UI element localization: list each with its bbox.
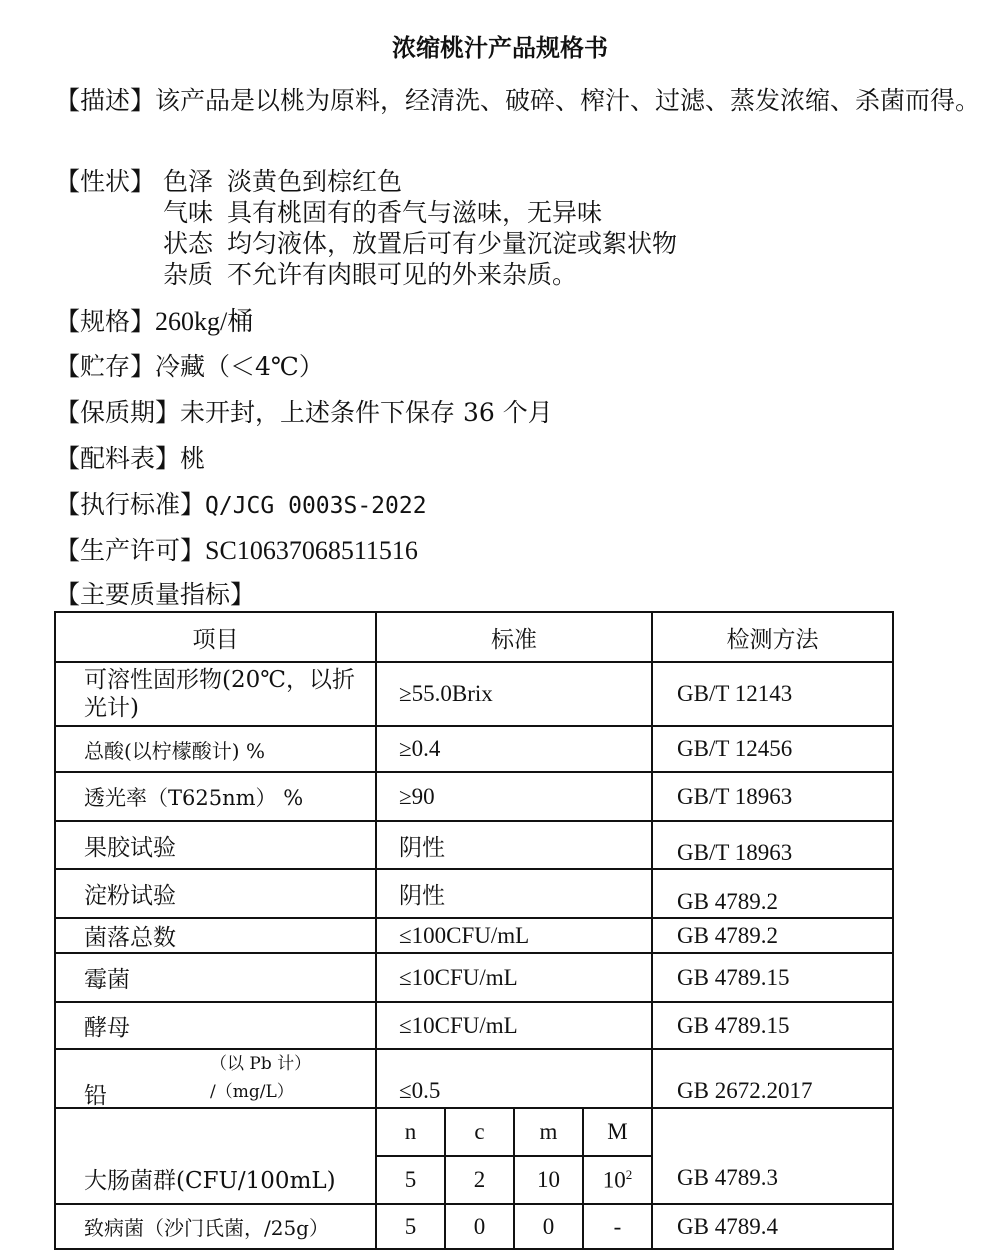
lead-note-unit: /（mg/L） — [210, 1081, 294, 1102]
row-standard: ≥0.4 — [376, 726, 652, 772]
row-method: GB 4789.2 — [652, 918, 893, 953]
header-item: 项目 — [55, 612, 376, 662]
row-item: 果胶试验 — [55, 821, 376, 869]
row-item: 淀粉试验 — [55, 869, 376, 918]
table-row — [55, 918, 893, 953]
shelf-life-value: 未开封，上述条件下保存 36 个月 — [180, 398, 553, 427]
lead-row — [55, 1049, 893, 1108]
table-row — [55, 726, 893, 772]
quality-label: 【主要质量指标】 — [55, 580, 256, 609]
ingredients-value: 桃 — [180, 444, 206, 473]
trait-name: 杂质 — [163, 260, 214, 289]
row-standard: ≤10CFU/mL — [376, 1002, 652, 1049]
standard-value: Q/JCG 0003S-2022 — [205, 493, 427, 519]
header-standard: 标准 — [376, 612, 652, 662]
description-text: 该产品是以桃为原料，经清洗、破碎、榨汁、过滤、蒸发浓缩、杀菌而得。 — [155, 86, 981, 115]
ingredients-field — [55, 443, 205, 475]
table-row — [55, 821, 893, 869]
row-standard: ≥90 — [376, 772, 652, 821]
coliform-value-M-base: 10 — [602, 1167, 626, 1193]
trait-value: 不允许有肉眼可见的外来杂质。 — [227, 260, 578, 289]
header-method: 检测方法 — [652, 612, 893, 662]
row-standard: ≤10CFU/mL — [376, 953, 652, 1002]
row-method: GB/T 18963 — [652, 821, 893, 869]
spec-field — [55, 306, 253, 338]
pathogen-value-M: - — [583, 1204, 652, 1249]
trait-name: 状态 — [163, 229, 214, 258]
license-field — [55, 535, 418, 567]
coliform-method: GB 4789.3 — [652, 1108, 893, 1204]
row-item: 霉菌 — [55, 953, 376, 1002]
storage-field — [55, 351, 324, 383]
traits-section — [55, 166, 677, 290]
license-value: SC10637068511516 — [205, 536, 418, 565]
table-header-row — [55, 612, 893, 662]
coliform-value-c: 2 — [445, 1156, 514, 1204]
traits-label: 【性状】 — [55, 167, 156, 196]
license-label: 【生产许可】 — [55, 536, 206, 565]
storage-label: 【贮存】 — [55, 352, 156, 381]
trait-name: 色泽 — [163, 167, 214, 196]
trait-value: 淡黄色到棕红色 — [227, 167, 403, 196]
row-method: GB/T 12456 — [652, 726, 893, 772]
lead-standard: ≤0.5 — [376, 1049, 652, 1108]
coliform-item: 大肠菌群(CFU/100mL) — [55, 1108, 376, 1204]
lead-method: GB 2672.2017 — [652, 1049, 893, 1108]
row-item: 可溶性固形物(20℃，以折光计) — [55, 662, 376, 726]
shelf-life-field — [55, 397, 553, 429]
coliform-header-M: M — [583, 1108, 652, 1156]
ingredients-label: 【配料表】 — [55, 444, 181, 473]
pathogen-value-m: 0 — [514, 1204, 583, 1249]
coliform-header-c: c — [445, 1108, 514, 1156]
coliform-value-M — [583, 1156, 652, 1204]
row-method: GB 4789.15 — [652, 1002, 893, 1049]
description-label: 【描述】 — [55, 86, 156, 115]
row-item: 菌落总数 — [55, 918, 376, 953]
trait-value: 具有桃固有的香气与滋味，无异味 — [227, 198, 603, 227]
row-standard: ≥55.0Brix — [376, 662, 652, 726]
description-section — [55, 84, 985, 118]
row-standard: 阴性 — [376, 869, 652, 918]
coliform-value-M-exponent: 2 — [625, 1166, 633, 1182]
lead-note-basis: （以 Pb 计） — [210, 1053, 312, 1074]
trait-name: 气味 — [163, 198, 214, 227]
row-method: GB/T 18963 — [652, 772, 893, 821]
pathogen-value-c: 0 — [445, 1204, 514, 1249]
storage-value: 冷藏（＜4℃） — [155, 352, 324, 381]
quality-table — [54, 611, 894, 1250]
table-row — [55, 1002, 893, 1049]
pathogen-item: 致病菌（沙门氏菌，/25g） — [55, 1204, 376, 1249]
row-standard: ≤100CFU/mL — [376, 918, 652, 953]
table-row — [55, 772, 893, 821]
row-method: GB 4789.15 — [652, 953, 893, 1002]
lead-item: 铅 — [84, 1082, 107, 1109]
table-row — [55, 662, 893, 726]
spec-label: 【规格】 — [55, 307, 156, 336]
spec-value: 260kg/桶 — [155, 307, 254, 336]
quality-heading — [55, 579, 255, 611]
trait-value: 均匀液体，放置后可有少量沉淀或絮状物 — [227, 229, 678, 258]
row-item: 总酸(以柠檬酸计) % — [55, 726, 376, 772]
standard-label: 【执行标准】 — [55, 490, 206, 519]
table-row — [55, 953, 893, 1002]
shelf-life-label: 【保质期】 — [55, 398, 181, 427]
coliform-header-n: n — [376, 1108, 445, 1156]
row-method: GB 4789.2 — [652, 869, 893, 918]
row-method: GB/T 12143 — [652, 662, 893, 726]
coliform-value-n: 5 — [376, 1156, 445, 1204]
table-row — [55, 869, 893, 918]
standard-field — [55, 489, 427, 522]
row-item: 酵母 — [55, 1002, 376, 1049]
coliform-header-m: m — [514, 1108, 583, 1156]
pathogen-method: GB 4789.4 — [652, 1204, 893, 1249]
coliform-value-m: 10 — [514, 1156, 583, 1204]
pathogen-value-n: 5 — [376, 1204, 445, 1249]
coliform-header-row — [55, 1108, 893, 1156]
pathogen-row — [55, 1204, 893, 1249]
document-title: 浓缩桃汁产品规格书 — [392, 34, 608, 62]
row-standard: 阴性 — [376, 821, 652, 869]
row-item: 透光率（T625nm） % — [55, 772, 376, 821]
